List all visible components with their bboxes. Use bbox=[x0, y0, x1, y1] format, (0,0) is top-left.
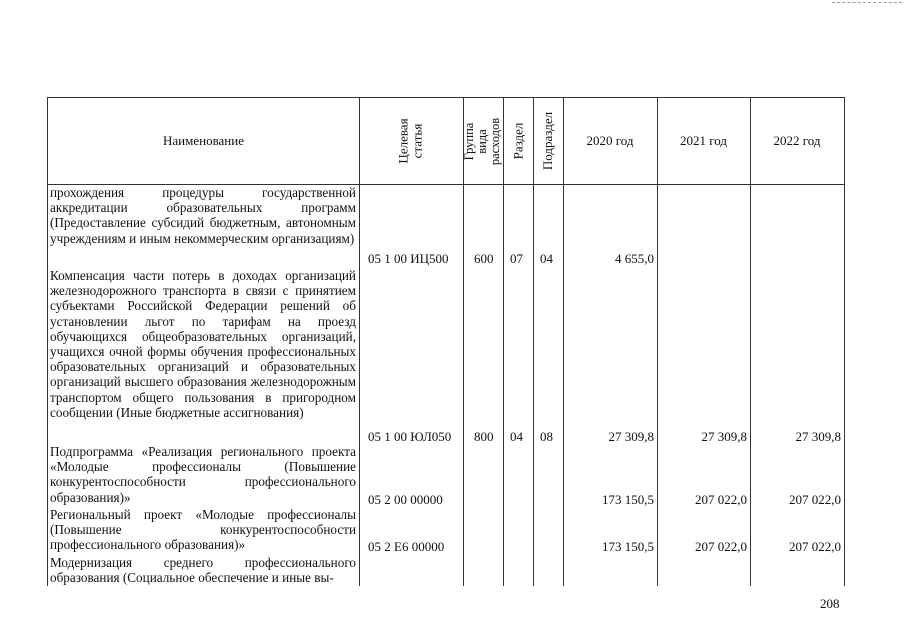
row-2021: 27 309,8 bbox=[701, 429, 747, 444]
row-2020: 173 150,5 bbox=[602, 539, 654, 554]
row-code: 05 2 Е6 00000 bbox=[368, 539, 445, 554]
header-subsection: Подраздел bbox=[540, 111, 556, 171]
scan-mark bbox=[832, 2, 902, 3]
row-2021: 207 022,0 bbox=[695, 539, 747, 554]
row-group: 800 bbox=[474, 429, 494, 444]
row-code: 05 1 00 ИЦ500 bbox=[368, 251, 449, 266]
row-2020: 173 150,5 bbox=[602, 492, 654, 507]
header-name: Наименование bbox=[163, 133, 244, 148]
row-section: 04 bbox=[510, 429, 523, 444]
row-2022: 207 022,0 bbox=[789, 492, 841, 507]
row-name: Региональный проект «Молодые профессионалы (Повышение конкурентоспособности профессионального образования)» bbox=[50, 507, 356, 553]
row-subsection: 04 bbox=[540, 251, 553, 266]
row-code: 05 1 00 ЮЛ050 bbox=[368, 429, 452, 444]
row-group: 600 bbox=[474, 251, 494, 266]
budget-table bbox=[47, 97, 845, 586]
row-subsection: 08 bbox=[540, 429, 553, 444]
header-2020: 2020 год bbox=[586, 133, 634, 148]
row-name: Подпрограмма «Реализация регионального проекта «Молодые профессионалы (Повышение конкурентоспособности профессионального образования)» bbox=[50, 444, 356, 505]
row-code: 05 2 00 00000 bbox=[368, 492, 443, 507]
row-2020: 27 309,8 bbox=[608, 429, 654, 444]
row-2022: 27 309,8 bbox=[795, 429, 841, 444]
header-2022: 2022 год bbox=[773, 133, 821, 148]
row-section: 07 bbox=[510, 251, 523, 266]
header-section: Раздел bbox=[510, 122, 525, 160]
row-2022: 207 022,0 bbox=[789, 539, 841, 554]
row-name: Модернизация среднего профессионального образования (Социальное обеспечение и иные вы- bbox=[50, 555, 356, 586]
row-2020: 4 655,0 bbox=[615, 251, 654, 266]
page-number: 208 bbox=[820, 596, 840, 611]
row-name: Компенсация части потерь в доходах организаций железнодорожного транспорта в связи с принятием субъектами Российской Федерации решений об установлении льгот по тарифам на проезд обучающихся общеобразовательных организаций, учащихся очной формы обучения профессиональных образовательных организаций и образовательных организаций высшего образования железнодорожным транспортом общего пользования в пригородном сообщении (Иные бюджетные ассигнования) bbox=[50, 268, 356, 420]
header-2021: 2021 год bbox=[680, 133, 727, 148]
header-target: Целевая статья bbox=[395, 118, 425, 164]
header-group: Группа вида расходов bbox=[462, 117, 503, 165]
row-2021: 207 022,0 bbox=[695, 492, 747, 507]
row-name: прохождения процедуры государственной аккредитации образовательных программ (Предоставление субсидий бюджетным, автономным учреждениям и иным некоммерческим организациям) bbox=[50, 185, 356, 246]
